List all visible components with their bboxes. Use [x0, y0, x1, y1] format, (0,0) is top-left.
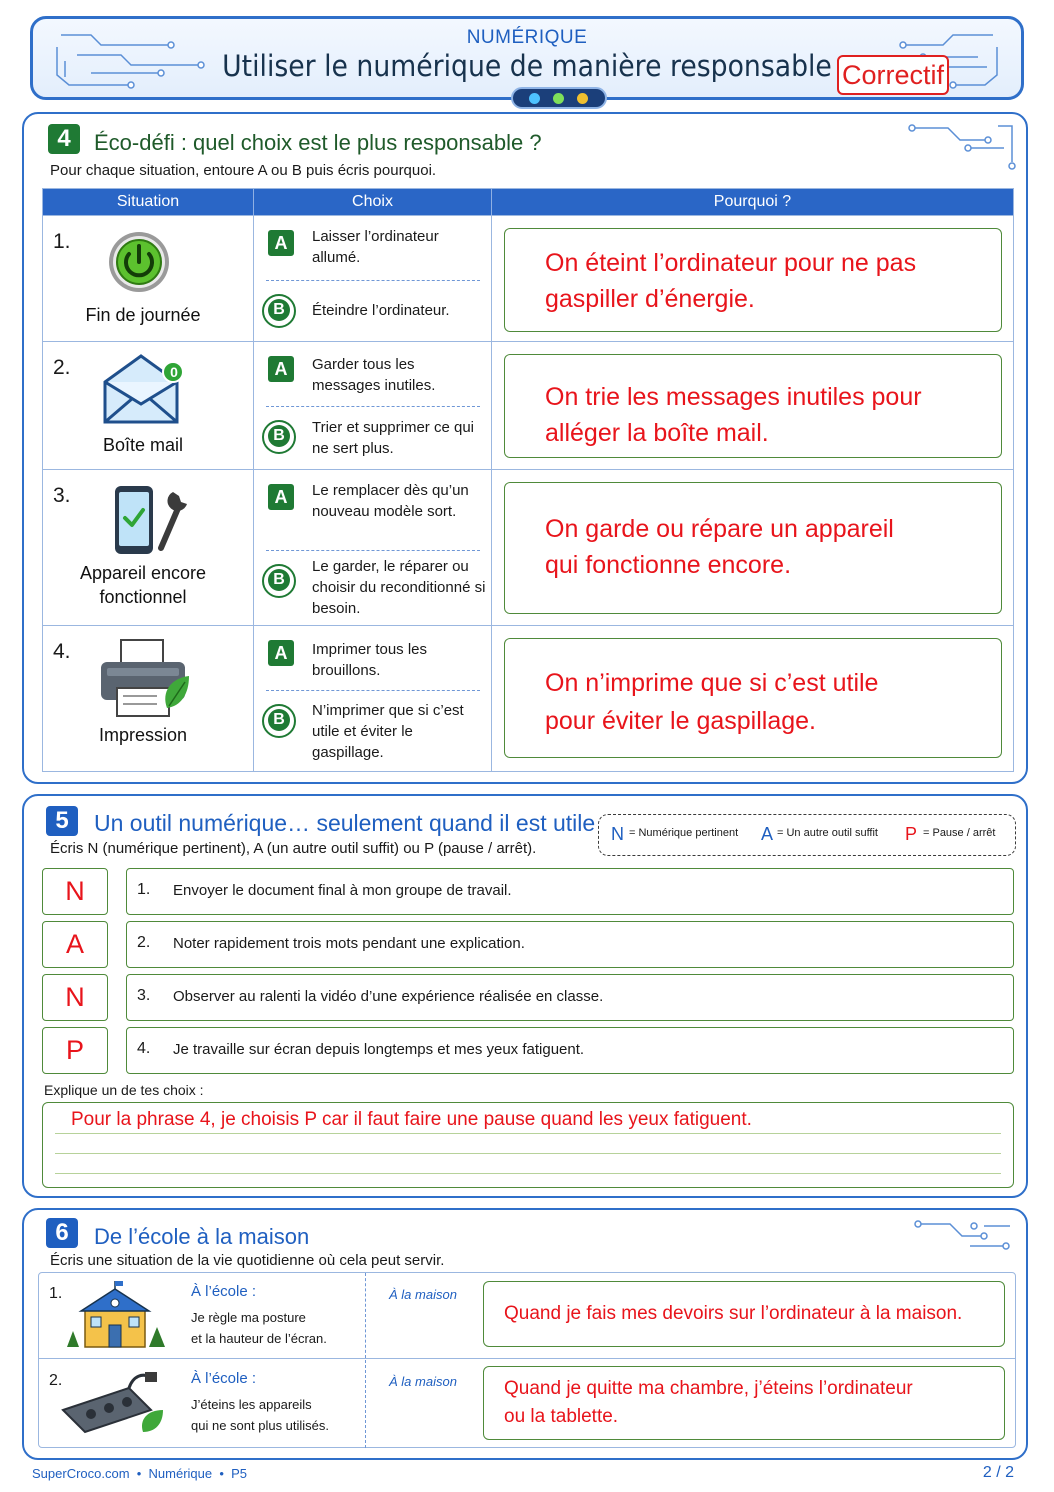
- statement-text: Je travaille sur écran depuis longtemps et mes yeux fatiguent.: [173, 1041, 585, 1058]
- answer-line: qui fonctionne encore.: [545, 551, 792, 579]
- answer-line: On garde ou répare un appareil: [545, 515, 894, 543]
- section-instruction: Écris N (numérique pertinent), A (un autre outil suffit) ou P (pause / arrêt).: [50, 840, 537, 857]
- statement-number: 2.: [137, 934, 151, 951]
- mail-count-badge: 0: [170, 364, 178, 380]
- section-title: Éco-défi : quel choix est le plus responsable ?: [94, 130, 542, 155]
- section-instruction: Écris une situation de la vie quotidienne où cela peut servir.: [50, 1252, 445, 1269]
- table-row: [43, 215, 1013, 341]
- row-number: 3.: [53, 484, 71, 507]
- option-a-marker[interactable]: A: [268, 640, 294, 666]
- situation-label: Fin de journée: [85, 305, 201, 325]
- option-b-text: Éteindre l’ordinateur.: [312, 302, 450, 319]
- statement-row: [126, 868, 1014, 915]
- option-a-marker[interactable]: A: [268, 484, 294, 510]
- answer-box[interactable]: [504, 228, 1002, 332]
- legend-letter: P: [905, 824, 918, 844]
- choice-cell: [253, 470, 491, 625]
- statement-row: [126, 1027, 1014, 1074]
- situation-label: fonctionnel: [99, 587, 187, 607]
- choice-divider: [266, 280, 480, 281]
- home-answer-line: Quand je quitte ma chambre, j’éteins l’ordinateur: [504, 1378, 913, 1399]
- page-title: Utiliser le numérique de manière responsable: [222, 49, 832, 83]
- row-number: 2.: [49, 1372, 63, 1389]
- writing-line: [55, 1133, 1001, 1134]
- section-outil-numerique: [22, 794, 1028, 1198]
- situation-cell: [43, 216, 253, 341]
- column-divider: [365, 1273, 366, 1358]
- table-row: [43, 625, 1013, 771]
- option-a-text: Le remplacer dès qu’un nouveau modèle sort.: [312, 482, 469, 520]
- legend-text: = Un autre outil suffit: [777, 827, 878, 839]
- section-number: 6: [46, 1218, 78, 1248]
- answer-line: gaspiller d’énergie.: [545, 285, 755, 313]
- footer-source: SuperCroco.com • Numérique • P5: [32, 1466, 248, 1481]
- writing-line: [55, 1153, 1001, 1154]
- statement-number: 4.: [137, 1040, 151, 1057]
- answer-letter-box[interactable]: P: [42, 1027, 108, 1074]
- legend-box: [598, 814, 1016, 856]
- statement-number: 3.: [137, 987, 151, 1004]
- explain-answer-box[interactable]: [42, 1102, 1014, 1188]
- column-header-situation: Situation: [116, 193, 180, 210]
- statement-text: Noter rapidement trois mots pendant une explication.: [173, 935, 525, 952]
- indicator-lights-icon: [511, 87, 607, 109]
- explain-answer-text: Pour la phrase 4, je choisis P car il faut faire une pause quand les yeux fatiguent.: [71, 1109, 752, 1130]
- choice-cell: [253, 216, 491, 341]
- option-b-marker-circled[interactable]: B: [262, 564, 296, 598]
- row-number: 1.: [53, 230, 71, 253]
- option-b-text: Le garder, le réparer ou choisir du reconditionné si besoin.: [312, 558, 486, 617]
- choice-divider: [266, 690, 480, 691]
- option-b-text: Trier et supprimer ce qui ne sert plus.: [312, 419, 474, 457]
- power-strip-icon: [59, 1370, 169, 1436]
- school-title: À l’école :: [191, 1370, 257, 1387]
- situation-cell: [43, 626, 253, 771]
- explain-label: Explique un de tes choix :: [44, 1082, 204, 1098]
- row-number: 2.: [53, 356, 71, 379]
- option-a-text: Imprimer tous les brouillons.: [312, 641, 428, 679]
- choice-divider: [266, 406, 480, 407]
- section-title: De l’école à la maison: [94, 1224, 310, 1249]
- home-answer-box[interactable]: [483, 1366, 1005, 1440]
- legend-letter: N: [611, 824, 624, 844]
- option-a-text: Garder tous les messages inutiles.: [312, 356, 436, 394]
- school-building-icon: [57, 1281, 169, 1351]
- answer-box[interactable]: [504, 638, 1002, 758]
- school-description: [191, 1307, 361, 1349]
- home-answer-line: ou la tablette.: [504, 1406, 619, 1427]
- choice-divider: [266, 550, 480, 551]
- why-cell: [491, 216, 1013, 341]
- smartphone-wrench-icon: [109, 482, 189, 558]
- column-header-why: Pourquoi ?: [491, 189, 1013, 215]
- section-eco-defi: [22, 112, 1028, 784]
- school-home-table: [38, 1272, 1016, 1448]
- option-a-text: Laisser l’ordinateur allumé.: [312, 228, 439, 266]
- legend-text: = Pause / arrêt: [923, 827, 996, 839]
- option-b-marker-circled[interactable]: B: [262, 294, 296, 328]
- option-b-text: N’imprimer que si c’est utile et éviter le gaspillage.: [312, 702, 464, 761]
- why-cell: [491, 626, 1013, 771]
- subject-label: NUMÉRIQUE: [466, 27, 588, 48]
- school-line: J’éteins les appareils: [191, 1397, 312, 1412]
- option-a-marker[interactable]: A: [268, 230, 294, 256]
- eco-defi-table: [42, 188, 1014, 772]
- answer-letter-box[interactable]: A: [42, 921, 108, 968]
- correctif-badge: Correctif: [837, 55, 949, 95]
- school-line: Je règle ma posture: [191, 1310, 306, 1325]
- answer-line: On n’imprime que si c’est utile: [545, 669, 879, 697]
- circuit-decoration-icon: [914, 1218, 1014, 1252]
- answer-line: On trie les messages inutiles pour: [545, 383, 922, 411]
- situation-label: Appareil encore: [79, 563, 207, 583]
- home-answer-line: Quand je fais mes devoirs sur l’ordinateur à la maison.: [504, 1303, 963, 1324]
- statement-row: [126, 974, 1014, 1021]
- answer-letter-box[interactable]: N: [42, 974, 108, 1021]
- statement-text: Envoyer le document final à mon groupe de travail.: [173, 882, 512, 899]
- school-line: qui ne sont plus utilisés.: [191, 1418, 330, 1433]
- statement-text: Observer au ralenti la vidéo d’une expérience réalisée en classe.: [173, 988, 604, 1005]
- legend-text: = Numérique pertinent: [629, 827, 739, 839]
- table-row: [43, 341, 1013, 469]
- row-number: 4.: [53, 640, 71, 663]
- school-line: et la hauteur de l’écran.: [191, 1331, 327, 1346]
- choice-cell: [253, 626, 491, 771]
- why-cell: [491, 470, 1013, 625]
- school-description: [191, 1394, 361, 1436]
- table-header: [43, 189, 1013, 215]
- answer-line: alléger la boîte mail.: [545, 419, 769, 447]
- column-divider: [365, 1360, 366, 1448]
- option-b-marker-circled[interactable]: B: [262, 420, 296, 454]
- table-row: [39, 1273, 1015, 1359]
- option-b-marker-circled[interactable]: B: [262, 704, 296, 738]
- section-ecole-maison: [22, 1208, 1028, 1460]
- legend-letter: A: [761, 824, 774, 844]
- page-header: [30, 16, 1024, 100]
- why-cell: [491, 342, 1013, 469]
- situation-cell: [43, 470, 253, 625]
- section-number: 4: [48, 124, 80, 154]
- circuit-decoration-icon: [908, 122, 1018, 178]
- table-row: [39, 1360, 1015, 1448]
- section-instruction: Pour chaque situation, entoure A ou B puis écris pourquoi.: [50, 162, 437, 179]
- section-number: 5: [46, 806, 78, 836]
- section-title: Un outil numérique… seulement quand il est utile: [94, 810, 596, 836]
- home-answer-box[interactable]: [483, 1281, 1005, 1347]
- statement-row: [126, 921, 1014, 968]
- page-number: 2 / 2: [982, 1464, 1014, 1481]
- answer-letter-box[interactable]: N: [42, 868, 108, 915]
- answer-line: On éteint l’ordinateur pour ne pas: [545, 249, 917, 277]
- writing-line: [55, 1173, 1001, 1174]
- option-a-marker[interactable]: A: [268, 356, 294, 382]
- situation-label: Impression: [98, 725, 188, 745]
- answer-box[interactable]: [504, 354, 1002, 458]
- column-header-choice: Choix: [253, 189, 491, 215]
- choice-cell: [253, 342, 491, 469]
- statement-number: 1.: [137, 881, 151, 898]
- home-label: À la maison: [389, 1374, 457, 1389]
- answer-box[interactable]: [504, 482, 1002, 614]
- row-number: 1.: [49, 1285, 63, 1302]
- situation-label: Boîte mail: [102, 435, 184, 455]
- home-label: À la maison: [389, 1287, 457, 1302]
- school-title: À l’école :: [191, 1283, 257, 1300]
- printer-leaf-icon: [97, 636, 193, 722]
- table-row: [43, 469, 1013, 625]
- power-button-icon: [107, 230, 171, 294]
- situation-cell: [43, 342, 253, 469]
- answer-line: pour éviter le gaspillage.: [545, 707, 816, 735]
